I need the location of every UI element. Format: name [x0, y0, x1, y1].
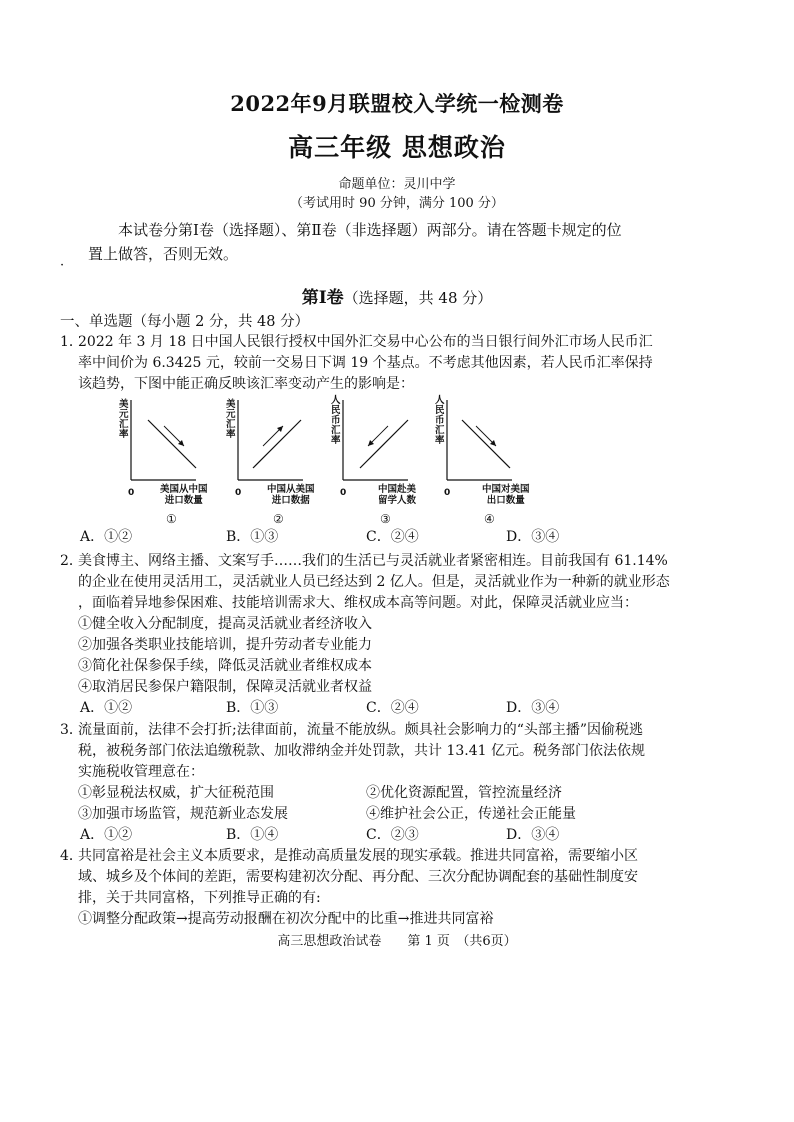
q3-line3: 实施税收管理意在： [78, 764, 204, 780]
q1-line2: 率中间价为 6.3425 元，较前一交易日下调 19 个基点。不考虑其他因素，若人民币汇率保持 [78, 355, 653, 371]
exam-title: 2022年9月联盟校入学统一检测卷 [230, 91, 564, 116]
q3-option-b[interactable]: B．①④ [226, 827, 279, 843]
q2-item-1: ①健全收入分配制度，提高灵活就业者经济收入 [78, 616, 372, 632]
chart-4-xlabel-1: 中国对美国 [482, 484, 530, 495]
q2-item-2: ②加强各类职业技能培训，提升劳动者专业能力 [78, 637, 372, 653]
chart-4-zero: 0 [444, 488, 451, 498]
q4-line3: 排，关于共同富格，下列推导正确的有: [78, 890, 321, 906]
q1-option-c[interactable]: C．②④ [366, 529, 419, 545]
chart-1-ylabel: 美元汇率 [119, 399, 129, 440]
chart-4-xlabel-2: 出口数量 [486, 495, 525, 506]
author-unit: 命题单位：灵川中学 [338, 177, 456, 192]
chart-2-ylabel: 美元汇率 [226, 399, 236, 440]
q2-option-a[interactable]: A．①② [80, 700, 133, 716]
chart-3-ylabel: 人民币汇率 [331, 395, 341, 446]
q3-item-1: ①彰显税法权威，扩大征税范围 [78, 785, 274, 801]
q3-option-d[interactable]: D．③④ [506, 827, 560, 843]
exam-info: （考试用时 90 分钟，满分 100 分） [290, 196, 504, 211]
q1-line1: 2022 年 3 月 18 日中国人民银行授权中国外汇交易中心公布的当日银行间外汇市场人民币汇 [78, 334, 653, 350]
q3-item-4: ④维护社会公正，传递社会正能量 [366, 806, 576, 822]
q2-option-b[interactable]: B．①③ [226, 700, 279, 716]
chart-4-number: ④ [484, 512, 495, 526]
q4-line2: 域、城乡及个体间的差距，需要构建初次分配、再分配、三次分配协调配套的基础性制度安 [78, 869, 638, 885]
chart-1-xlabel-1: 美国从中国 [160, 484, 208, 495]
q1-option-a[interactable]: A．①② [80, 529, 133, 545]
part1-note: （选择题，共 48 分） [343, 289, 493, 307]
q3-number: 3． [60, 722, 83, 738]
chart-3-xlabel-2: 留学人数 [378, 495, 417, 506]
q4-item-1: ①调整分配政策→提高劳动报酬在初次分配中的比重→推进共同富裕 [78, 911, 494, 927]
q2-line3: ，面临着异地参保困难、技能培训需求大、维权成本高等问题。对此，保障灵活就业应当： [78, 595, 638, 611]
q2-number: 2． [60, 553, 83, 569]
q2-line2: 的企业在使用灵活用工，灵活就业人员已经达到 2 亿人。但是，灵活就业作为一种新的就业形态 [78, 574, 670, 590]
chart-2-xlabel-2: 进口数据 [271, 495, 310, 506]
chart-3-xlabel-1: 中国赴美 [378, 484, 417, 495]
chart-3-number: ③ [380, 512, 391, 526]
chart-1-xlabel-2: 进口数量 [164, 495, 203, 506]
chart-2-zero: 0 [235, 488, 242, 498]
chart-3-zero: 0 [340, 488, 347, 498]
q2-item-3: ③简化社保参保手续，降低灵活就业者维权成本 [78, 658, 372, 674]
q3-line2: 税，被税务部门依法追缴税款、加收滞纳金并处罚款，共计 13.41 亿元。税务部门依法依规 [78, 743, 645, 759]
instructions: 本试卷分第Ⅰ卷（选择题）、第Ⅱ卷（非选择题）两部分。请在答题卡规定的位置上做答，否则无效。 [88, 221, 622, 263]
page-footer: 高三思想政治试卷 第 1 页 （共6页） [277, 934, 517, 949]
q1-line3: 该趋势，下图中能正确反映该汇率变动产生的影响是： [78, 376, 414, 392]
q3-option-c[interactable]: C．②③ [366, 827, 419, 843]
exam-subtitle: 高三年级 思想政治 [288, 133, 506, 162]
q4-number: 4． [60, 848, 83, 864]
chart-1-number: ① [166, 512, 177, 526]
q3-item-3: ③加强市场监管，规范新业态发展 [78, 806, 288, 822]
part1-label: 第Ⅰ卷 [301, 288, 344, 308]
q2-option-d[interactable]: D．③④ [506, 700, 560, 716]
chart-1-zero: 0 [128, 488, 135, 498]
q1-option-d[interactable]: D．③④ [506, 529, 560, 545]
stray-dot: · [60, 258, 65, 273]
q3-line1: 流量面前，法律不会打折;法律面前，流量不能放纵。颇具社会影响力的“头部主播”因偷税逃 [78, 722, 644, 738]
q2-line1: 美食博主、网络主播、文案写手……我们的生活已与灵活就业者紧密相连。目前我国有 61.14% [78, 553, 668, 569]
q2-item-4: ④取消居民参保户籍限制，保障灵活就业者权益 [78, 679, 372, 695]
section1-heading: 一、单选题（每小题 2 分，共 48 分） [60, 314, 310, 330]
chart-4-ylabel: 人民币汇率 [435, 395, 445, 446]
q1-number: 1． [60, 334, 83, 350]
chart-2-xlabel-1: 中国从美国 [267, 484, 315, 495]
chart-2-number: ② [273, 512, 284, 526]
q1-option-b[interactable]: B．①③ [226, 529, 279, 545]
q3-option-a[interactable]: A．①② [80, 827, 133, 843]
q4-line1: 共同富裕是社会主义本质要求，是推动高质量发展的现实承载。推进共同富裕，需要缩小区 [78, 848, 638, 864]
q2-option-c[interactable]: C．②④ [366, 700, 419, 716]
q3-item-2: ②优化资源配置，管控流量经济 [366, 785, 562, 801]
